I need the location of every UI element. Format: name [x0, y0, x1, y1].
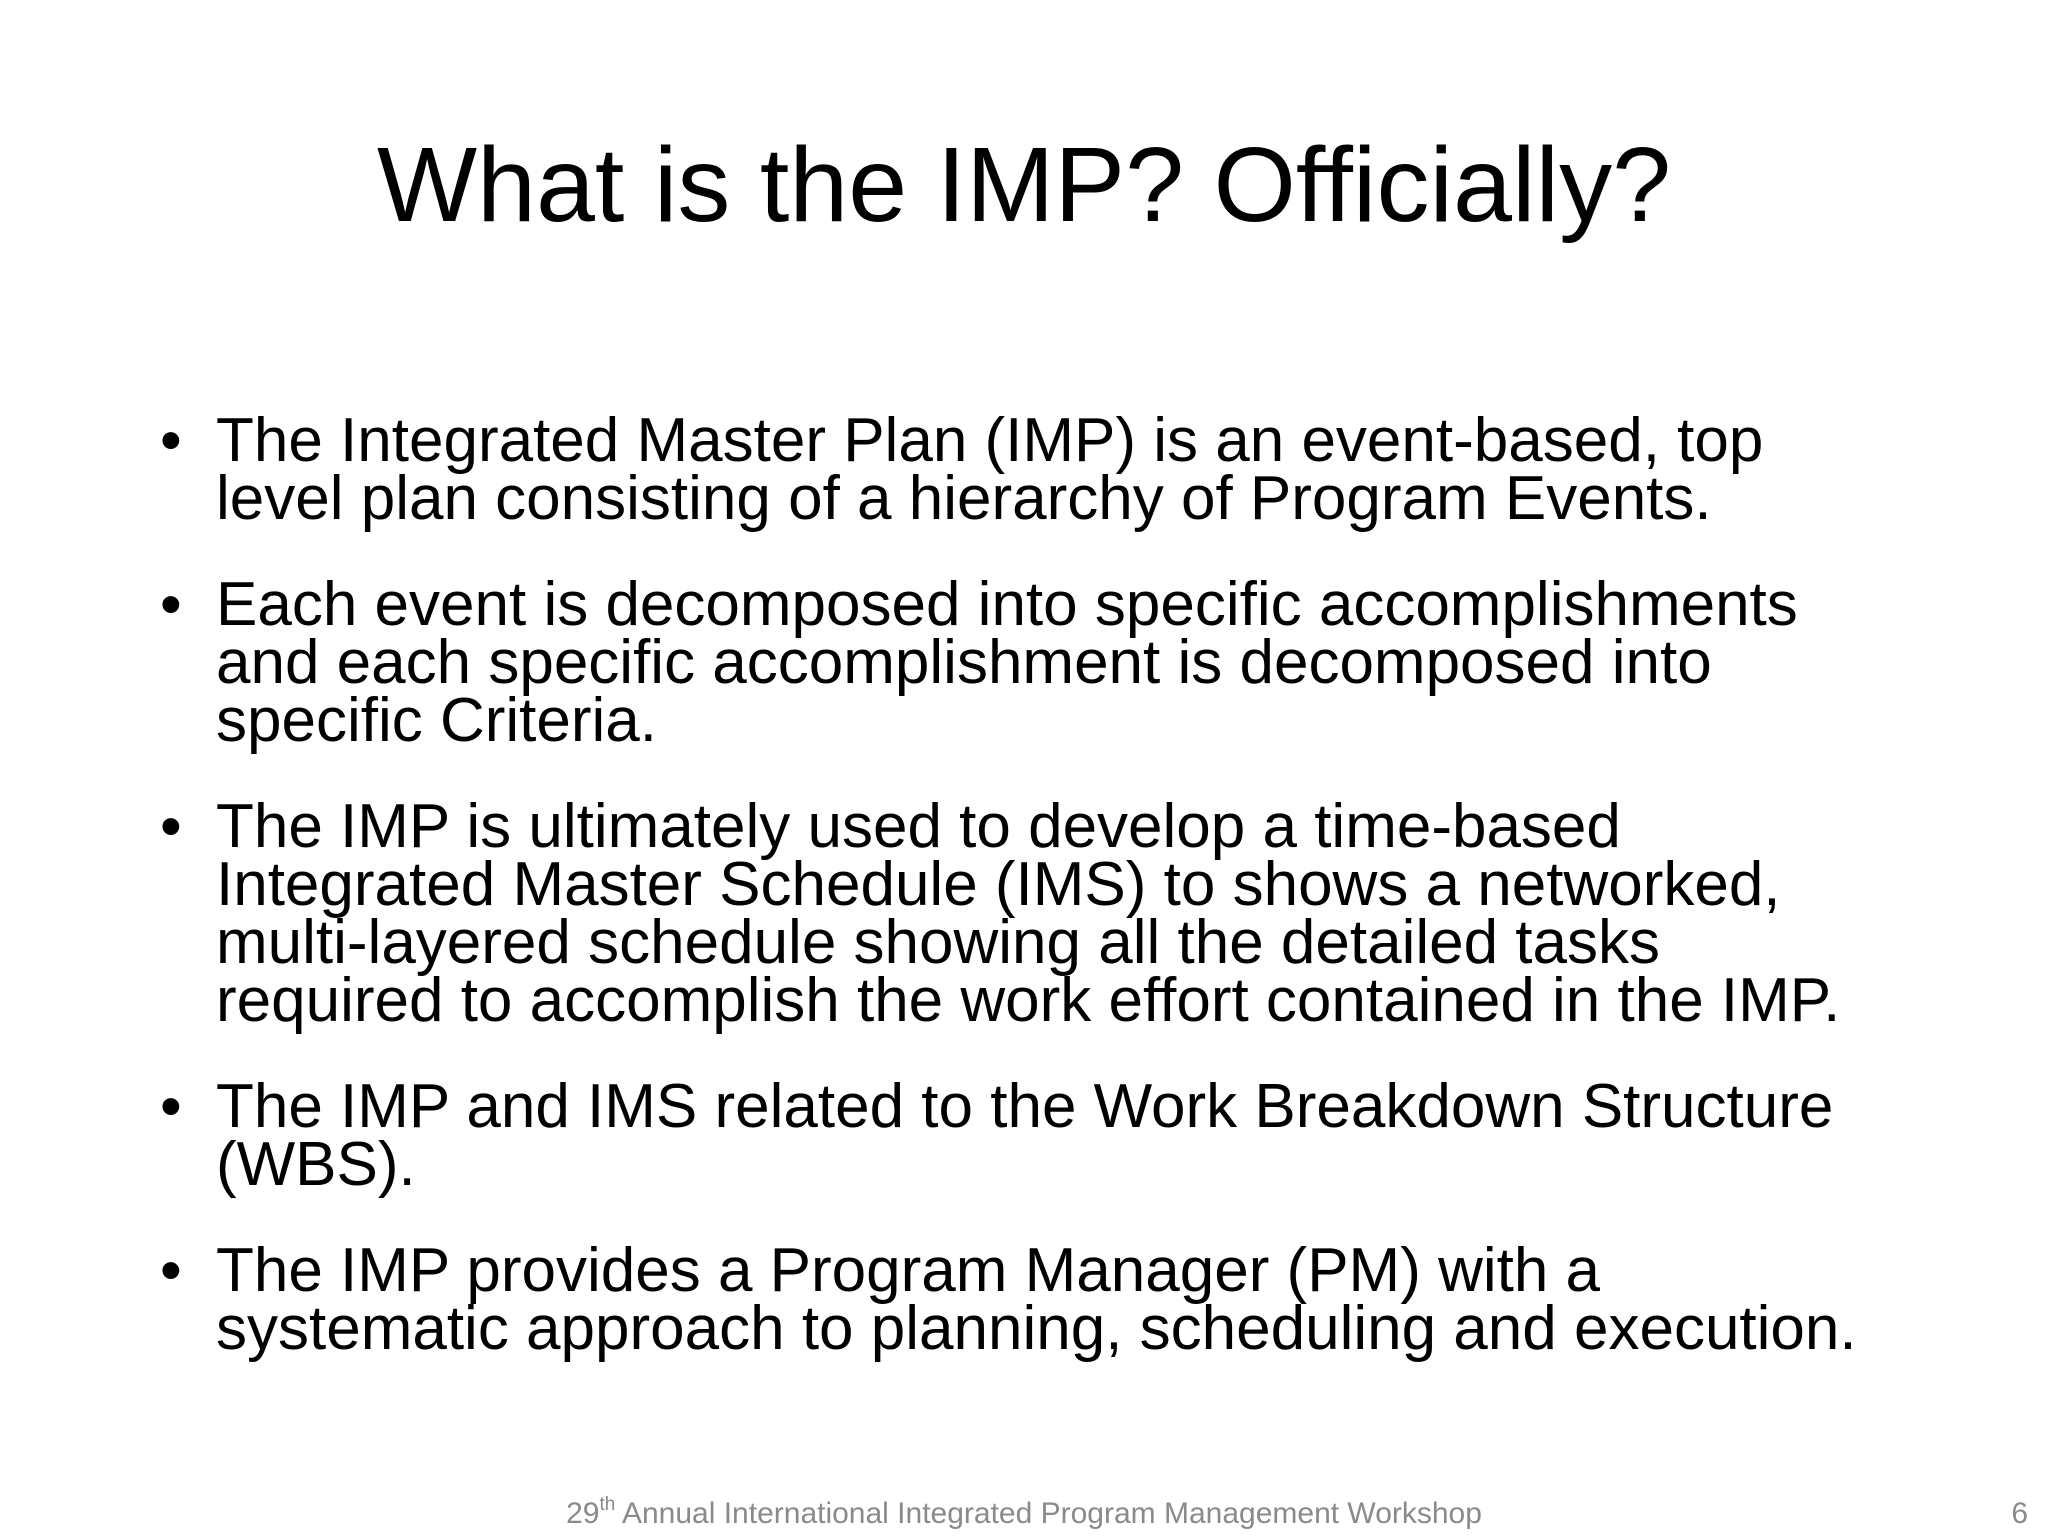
bullet-point-icon: •	[160, 406, 182, 475]
bullet-list	[160, 406, 1900, 1406]
bullet-item	[160, 1236, 1900, 1363]
bullet-item	[160, 406, 1900, 533]
bullet-point-icon: •	[160, 570, 182, 639]
slide-title: What is the IMP? Officially?	[376, 126, 1672, 244]
bullet-item	[160, 1072, 1900, 1199]
bullet-point-icon: •	[160, 1072, 182, 1141]
footer-text: Annual International Integrated Program Management Workshop	[615, 1497, 1482, 1530]
bullet-item	[160, 792, 1900, 1035]
footer-ordinal-suffix: th	[599, 1494, 616, 1515]
bullet-text: The IMP is ultimately used to develop a time-based Integrated Master Schedule (IMS) to shows a networked, multi-layered schedule showing all the detailed tasks required to accomplish the work effort contained in the IMP.	[216, 792, 1841, 1035]
bullet-point-icon: •	[160, 1236, 182, 1305]
footer-ordinal-number: 29	[566, 1497, 600, 1530]
bullet-text: Each event is decomposed into specific accomplishments and each specific accomplishment is decomposed into specific Criteria.	[216, 570, 1798, 755]
bullet-text: The Integrated Master Plan (IMP) is an event-based, top level plan consisting of a hierarchy of Program Events.	[216, 406, 1764, 533]
bullet-point-icon: •	[160, 792, 182, 861]
bullet-item	[160, 570, 1900, 755]
slide-footer	[0, 1494, 2048, 1531]
bullet-text: The IMP provides a Program Manager (PM) with a systematic approach to planning, scheduling and execution.	[216, 1236, 1857, 1363]
bullet-text: The IMP and IMS related to the Work Breakdown Structure (WBS).	[216, 1072, 1834, 1199]
page-number: 6	[2011, 1497, 2028, 1530]
